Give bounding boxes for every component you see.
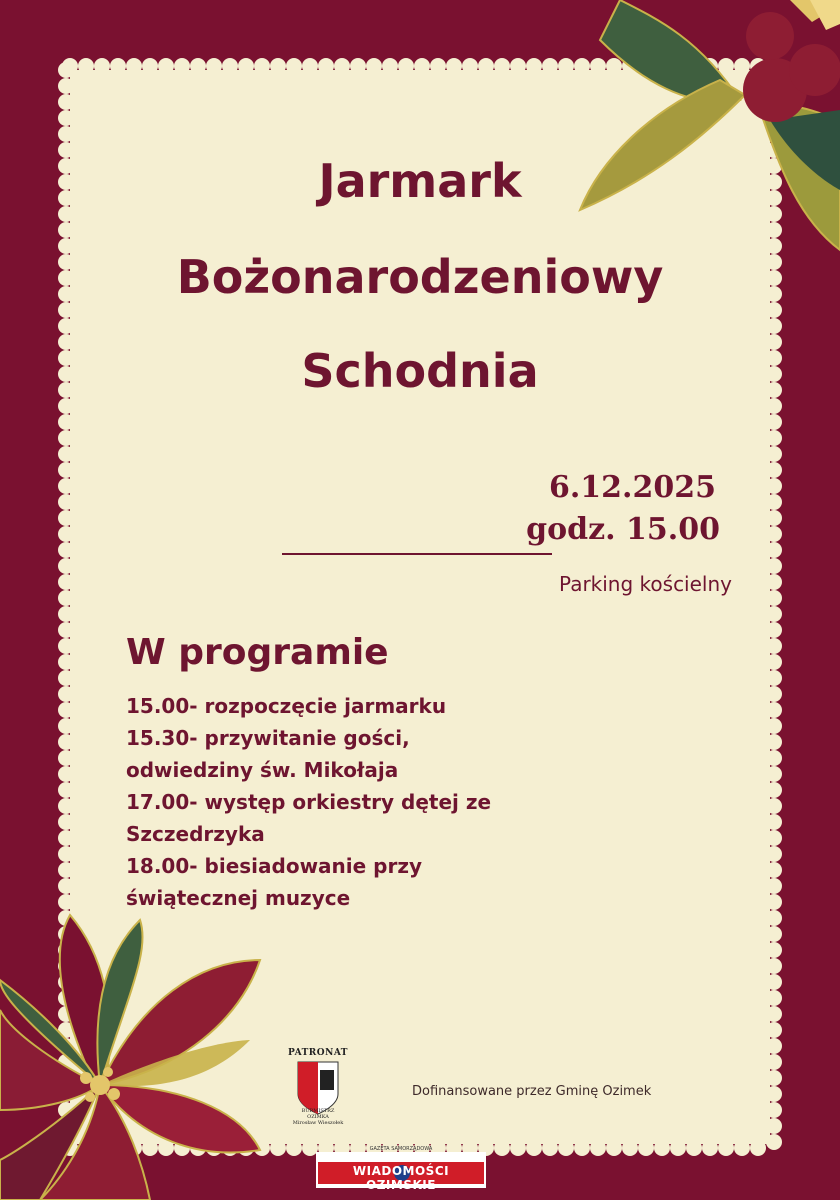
- event-time: godz. 15.00: [526, 512, 720, 547]
- program-list: [126, 690, 686, 914]
- program-line: świątecznej muzyce: [126, 886, 351, 910]
- divider: [282, 553, 552, 555]
- program-line: 18.00- biesiadowanie przy: [126, 854, 423, 878]
- title-line-3: Schodnia: [301, 344, 539, 398]
- program-line: odwiedziny św. Mikołaja: [126, 758, 399, 782]
- gazette-top-label: GAZETA SAMORZĄDOWA: [369, 1146, 433, 1152]
- title-line-2: Bożonarodzeniowy: [176, 250, 664, 304]
- patron-label: PATRONAT: [287, 1048, 349, 1058]
- funded-by-text: Dofinansowane przez Gminę Ozimek: [412, 1084, 652, 1099]
- program-line: Szczedrzyka: [126, 822, 265, 846]
- title-line-1: Jarmark: [318, 154, 522, 208]
- event-place: Parking kościelny: [559, 572, 732, 596]
- program-heading: W programie: [126, 632, 389, 673]
- gazette-name: WIADOMOŚCI OZIMSKIE: [352, 1164, 450, 1192]
- patron-badge: [282, 1048, 354, 1132]
- program-line: 17.00- występ orkiestry dętej ze: [126, 790, 492, 814]
- patron-sub-3: Mirosław Wieszołek: [292, 1120, 344, 1126]
- patron-sub-1: BURMISTRZ: [301, 1108, 335, 1114]
- paper-sheet: [70, 70, 770, 1144]
- event-date: 6.12.2025: [548, 470, 716, 505]
- program-line: 15.00- rozpoczęcie jarmarku: [126, 694, 447, 718]
- patron-sub-2: OZIMKA: [307, 1114, 329, 1120]
- program-line: 15.30- przywitanie gości,: [126, 726, 410, 750]
